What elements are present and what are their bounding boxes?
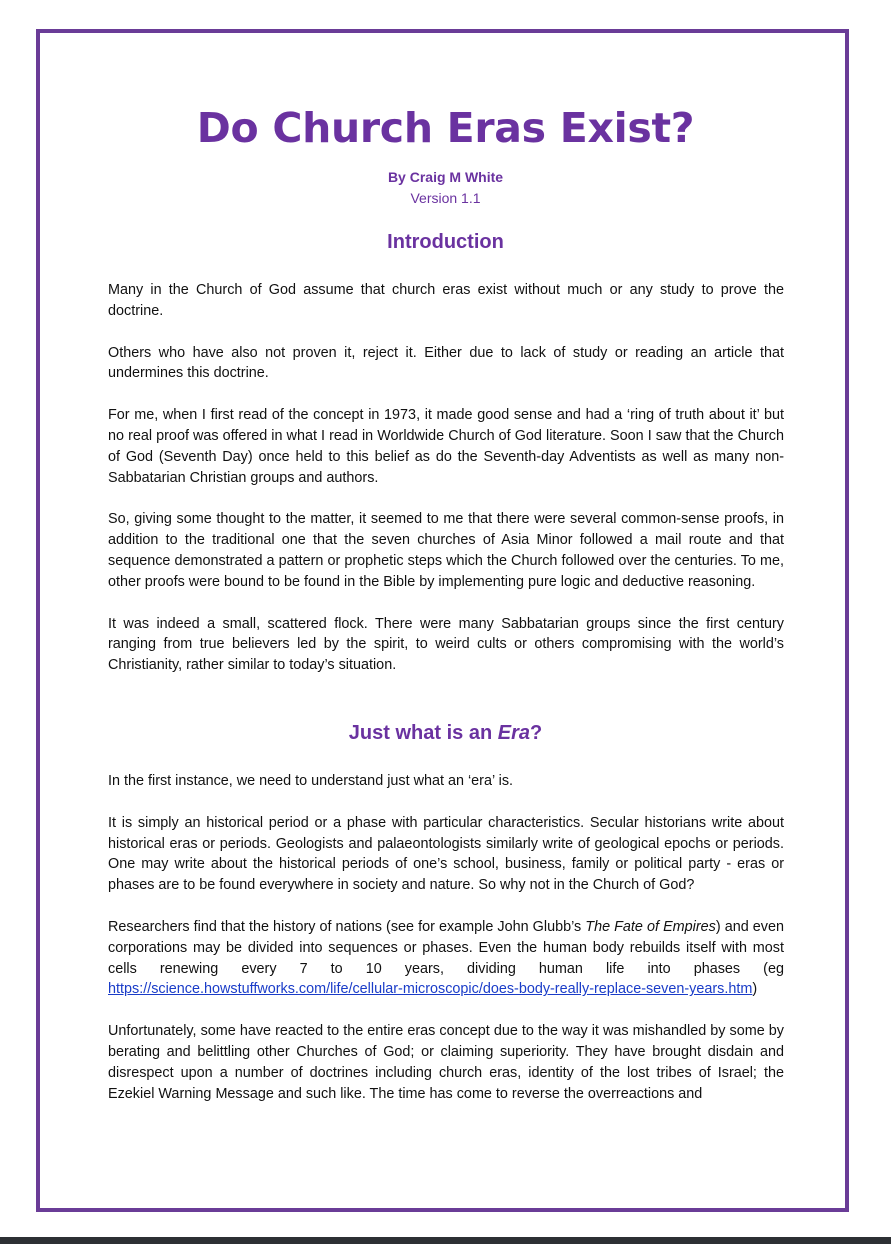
paragraph: It was indeed a small, scattered flock. There were many Sabbatarian groups since the first century ranging from true believers led by the spirit, to weird cults or others compromising with the world’s Christianity, rather similar to today’s situation. xyxy=(108,615,784,674)
paragraph xyxy=(108,917,784,1000)
section-heading-era xyxy=(0,722,891,745)
heading-text: ? xyxy=(529,722,543,744)
document-version: Version 1.1 xyxy=(410,190,481,206)
paragraph: In the first instance, we need to understand just what an ‘era’ is. xyxy=(108,773,514,789)
author-byline: By Craig M White xyxy=(387,169,504,185)
paragraph-text: ) xyxy=(752,981,758,998)
paragraph: Unfortunately, some have reacted to the entire eras concept due to the way it was mishandled by some by berating and belittling other Churches of God; or claiming superiority. They have brought disdain and disrespect upon a number of doctrines including church eras, identity of the lost tribes of Israel; the Ezekiel Warning Message and such like. The time has come to reverse the overreactions and xyxy=(108,1023,784,1102)
heading-emphasis: Era xyxy=(497,722,530,744)
viewer-bottom-bar xyxy=(0,1237,891,1244)
heading-text: Just what is an xyxy=(348,722,498,744)
book-title: The Fate of Empires xyxy=(585,918,716,935)
document-title: Do Church Eras Exist? xyxy=(196,104,695,152)
paragraph: So, giving some thought to the matter, it seemed to me that there were several common-sense proofs, in addition to the traditional one that the seven churches of Asia Minor followed a mail route and that sequence demonstrated a pattern or prophetic steps which the Church followed over the centuries. To me, other proofs were bound to be found in the Bible by implementing pure logic and deductive reasoning. xyxy=(108,511,784,590)
introduction-body xyxy=(108,280,784,697)
paragraph: It is simply an historical period or a phase with particular characteristics. Secular historians write about historical eras or periods. Geologists and palaeontologists similarly write of geological epochs or periods. One may write about the historical periods of one’s school, business, family or political party - eras or phases are to be found everywhere in society and nature. So why not in the Church of God? xyxy=(108,814,784,894)
reference-link[interactable]: https://science.howstuffworks.com/life/cellular-microscopic/does-body-really-replace-seven-years.htm xyxy=(108,981,753,998)
section-heading-introduction: Introduction xyxy=(387,231,504,253)
paragraph: Many in the Church of God assume that church eras exist without much or any study to prove the doctrine. xyxy=(108,282,784,319)
paragraph: For me, when I first read of the concept in 1973, it made good sense and had a ‘ring of truth about it’ but no real proof was offered in what I read in Worldwide Church of God literature. Soon I saw that the Church of God (Seventh Day) once held to this belief as do the Seventh-day Adventists as well as many non-Sabbatarian Christian groups and authors. xyxy=(108,407,784,486)
paragraph-text: Researchers find that the history of nations (see for example John Glubb’s xyxy=(108,918,586,935)
paragraph: Others who have also not proven it, reject it. Either due to lack of study or reading an article that undermines this doctrine. xyxy=(108,344,784,382)
paragraph-text: ) and even corporations may be divided into sequences or phases. Even the human body rebuilds itself with most cells renewing every 7 to 10 years, dividing human life into phases (eg xyxy=(108,918,784,977)
era-section-body xyxy=(108,771,784,1125)
